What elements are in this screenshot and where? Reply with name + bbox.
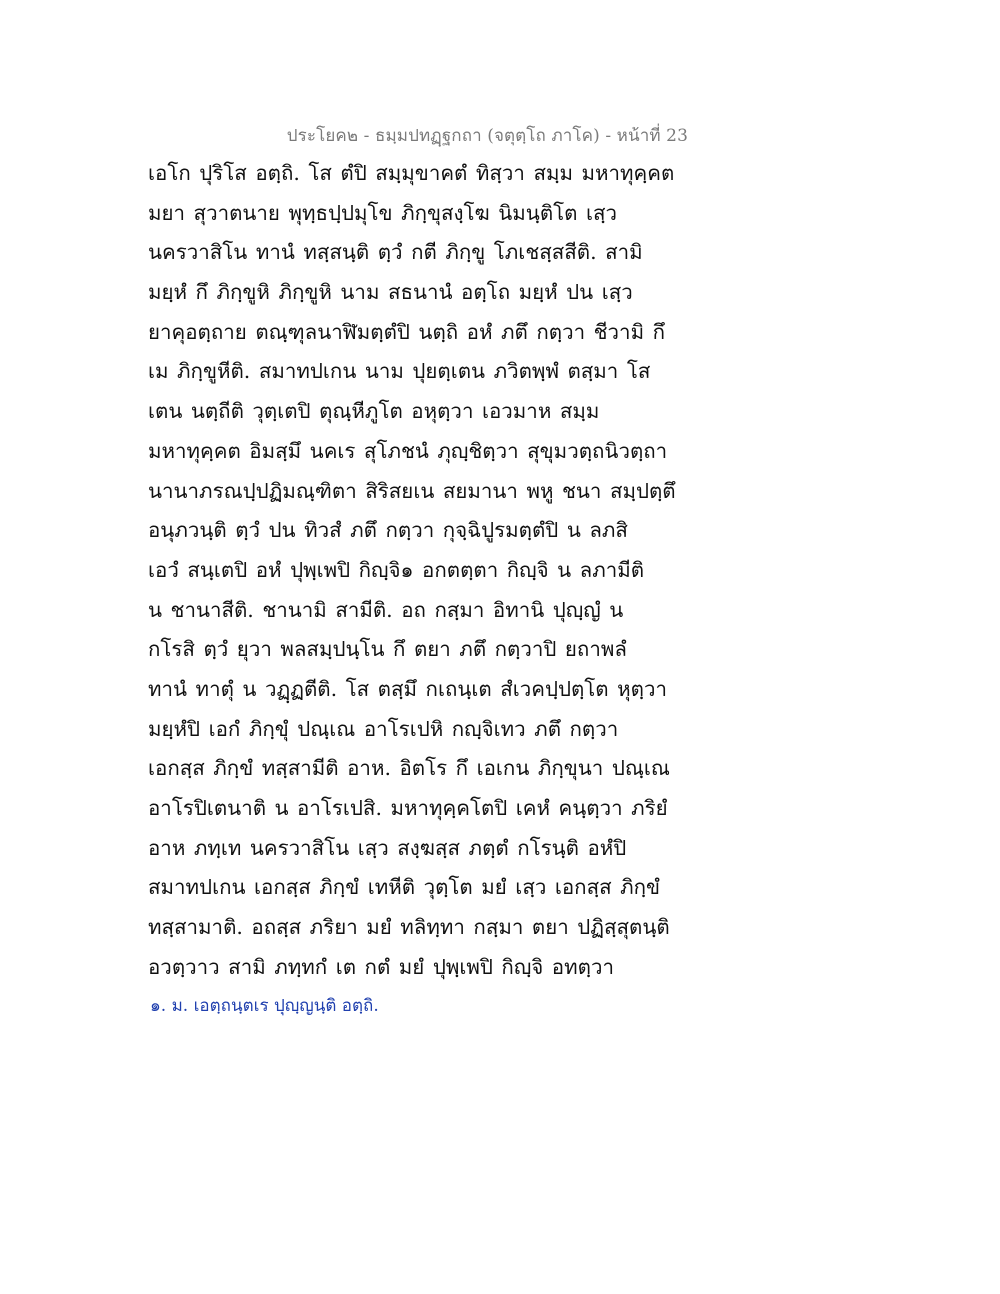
- text-line: ทานํ ทาตุํ น วฏฺฏตีติ. โส ตสฺมึ กเถนฺเต สํเวคปฺปตฺโต หุตฺวา: [148, 676, 667, 701]
- text-line: มหาทุคฺคต อิมสฺมึ นคเร สุโภชนํ ภุญฺชิตฺวา สุขุมวตฺถนิวตฺถา: [148, 438, 668, 463]
- text-line: อาห ภทฺเท นครวาสิโน เสฺว สงฺฆสฺส ภตฺตํ กโรนฺติ อหํปิ: [148, 835, 627, 860]
- text-line: สมาทปเกน เอกสฺส ภิกฺขํ เทหีติ วุตฺโต มยํ เสฺว เอกสฺส ภิกฺขํ: [148, 875, 661, 900]
- footnote: ๑. ม. เอตฺถนฺตเร ปุญฺญนฺติ อตฺถิ.: [150, 996, 379, 1016]
- text-line: อาโรปิเตนาติ น อาโรเปสิ. มหาทุคฺคโตปิ เคหํ คนฺตฺวา ภริยํ: [148, 796, 668, 820]
- text-line: มยา สุวาตนาย พุทฺธปฺปมุโข ภิกฺขุสงฺโฆ นิมนฺติโต เสฺว: [148, 200, 617, 225]
- text-line: มยฺหํ กึ ภิกฺขูหิ ภิกฺขูหิ นาม สธนานํ อตฺโถ มยฺหํ ปน เสฺว: [148, 280, 633, 305]
- text-line: ทสฺสามาติ. อถสฺส ภริยา มยํ ทลิทฺทา กสฺมา ตยา ปฏิสฺสุตนฺติ: [148, 915, 670, 940]
- text-line: เอกสฺส ภิกฺขํ ทสฺสามีติ อาห. อิตโร กึ เอเกน ภิกฺขุนา ปณฺเณ: [148, 756, 670, 781]
- text-line: อนุภวนฺติ ตฺวํ ปน ทิวสํ ภตึ กตฺวา กุจฺฉิปูรมตฺตํปิ น ลภสิ: [148, 518, 628, 543]
- body-text: [148, 154, 688, 987]
- text-line: เม ภิกฺขูหีติ. สมาทปเกน นาม ปุยตฺเตน ภวิตพฺพํ ตสฺมา โส: [148, 359, 651, 384]
- text-line: น ชานาสีติ. ชานามิ สามีติ. อถ กสฺมา อิทานิ ปุญฺญํ น: [148, 597, 624, 622]
- text-line: เตน นตฺถีติ วุตฺเตปิ ตุณฺหีภูโต อหุตฺวา เอวมาห สมฺม: [148, 399, 600, 424]
- text-line: กโรสิ ตฺวํ ยุวา พลสมฺปนฺโน กึ ตยา ภตึ กตฺวาปิ ยถาพลํ: [148, 637, 627, 662]
- text-line: เอวํ สนฺเตปิ อหํ ปุพฺเพปิ กิญฺจิ๑ อกตตฺตา กิญฺจิ น ลภามีติ: [148, 557, 645, 582]
- text-line: ยาคุอตฺถาย ตณฺฑุลนาฬิมตฺตํปิ นตฺถิ อหํ ภตึ กตฺวา ชีวามิ กึ: [148, 319, 666, 344]
- text-line: มยฺหํปิ เอกํ ภิกฺขุํ ปณฺเณ อาโรเปหิ กญฺจิเทว ภตึ กตฺวา: [148, 716, 619, 741]
- text-line: อวตฺวาว สามิ ภทฺทกํ เต กตํ มยํ ปุพฺเพปิ กิญฺจิ อทตฺวา: [148, 954, 614, 979]
- text-line: เอโก ปุริโส อตฺถิ. โส ตํปิ สมฺมุขาคตํ ทิสฺวา สมฺม มหาทุคฺคต: [148, 161, 675, 185]
- page-header: ประโยค๒ - ธมฺมปทฏฺฐกถา (จตุตฺโถ ภาโค) - หน้าที่ 23: [286, 126, 688, 146]
- text-line: นครวาสิโน ทานํ ทสฺสนฺติ ตฺวํ กตี ภิกฺขู โภเชสฺสสีติ. สามิ: [148, 240, 643, 265]
- text-line: นานาภรณปฺปฏิมณฺฑิตา สิริสยเน สยมานา พหู ชนา สมฺปตฺตึ: [148, 478, 676, 503]
